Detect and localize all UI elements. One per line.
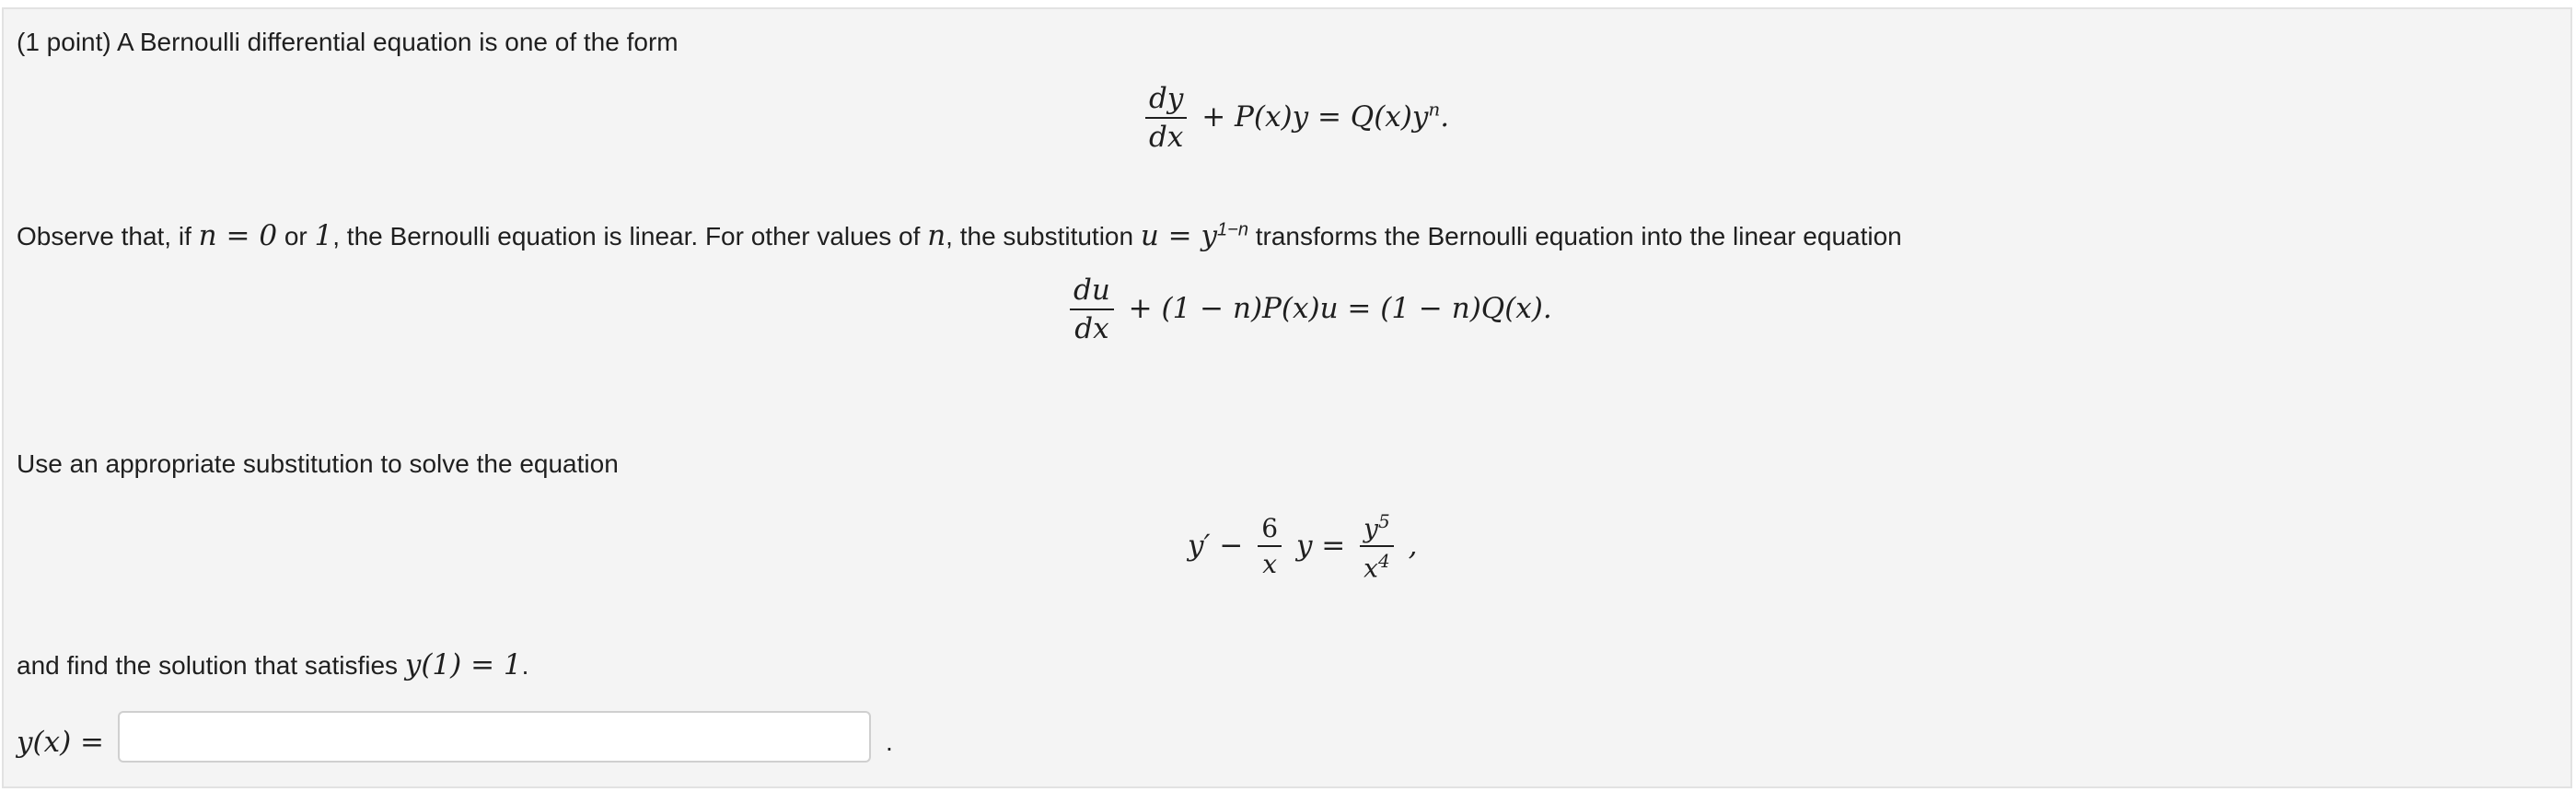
use-substitution-text: Use an appropriate substitution to solve the equation	[17, 449, 619, 478]
answer-label: y(x) =	[17, 726, 105, 759]
du-dx-fraction: $\frac{du}{dx}$	[1070, 276, 1114, 344]
intro-text: (1 point) A Bernoulli differential equation is one of the form	[17, 28, 679, 56]
observe-text: Observe that, if n = 0 or 1, the Bernoulli equation is linear. For other values of n, the substitution $u = y^{1-n}$ transforms the Bernoulli equation into the linear equation	[17, 219, 1902, 252]
six-over-x-fraction: $\frac{6}{x}$	[1258, 516, 1282, 577]
bernoulli-form-equation: $\frac{dy}{dx}$ + $P(x)y = Q(x)y^n$.	[1140, 85, 1449, 152]
answer-input[interactable]	[118, 711, 871, 763]
answer-trailing-period: .	[886, 728, 893, 756]
find-solution-text: and find the solution that satisfies y(1) = 1.	[17, 648, 529, 681]
given-equation: y′ − $\frac{6}{x}$ y = $\frac{y^5}{x^4}$ ,	[1188, 510, 1418, 584]
y5-over-x4-fraction: $\frac{y^5}{x^4}$	[1360, 512, 1394, 582]
linear-equation: $\frac{du}{dx}$ + (1 − n)P(x)u = (1 − n)Q(x).	[1064, 276, 1552, 344]
dy-dx-fraction: $\frac{dy}{dx}$	[1145, 85, 1187, 152]
